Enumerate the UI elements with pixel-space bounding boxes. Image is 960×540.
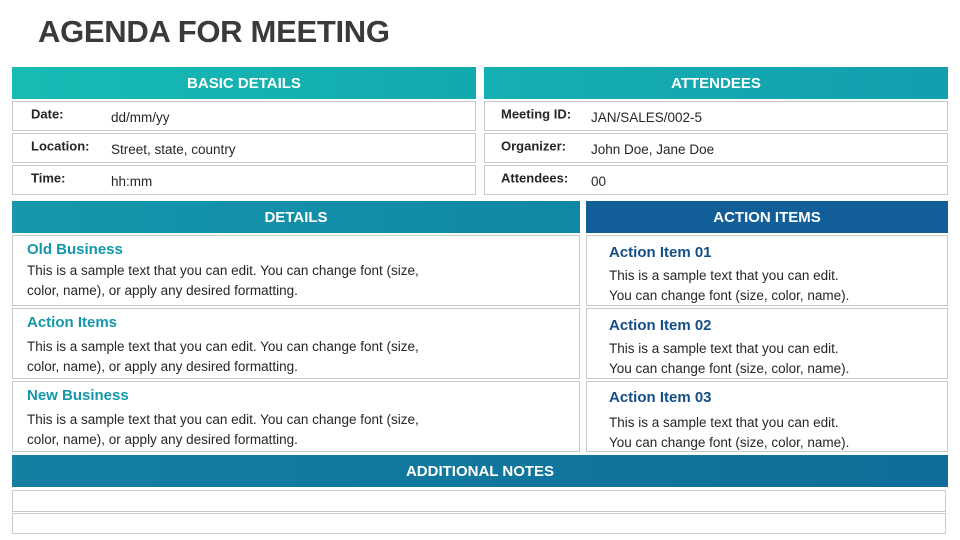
action-item-01-text[interactable] <box>609 266 939 305</box>
action-items-text[interactable]: This is a sample text that you can edit. You can change font (size, color, name), or apply any desired formatting. <box>27 339 419 374</box>
attendees-row-attendees <box>484 165 948 195</box>
meeting-id-value[interactable]: JAN/SALES/002-5 <box>591 110 703 125</box>
action-item-03-line1: This is a sample text that you can edit. <box>609 415 839 430</box>
action-item-03-title: Action Item 03 <box>609 389 712 406</box>
details-header: DETAILS <box>12 201 580 233</box>
basic-details-row-date <box>12 101 476 131</box>
action-item-01-line2: You can change font (size, color, name). <box>609 287 850 303</box>
notes-line-2[interactable] <box>12 513 946 534</box>
notes-line-1[interactable] <box>12 490 946 512</box>
attendees-header: ATTENDEES <box>484 67 948 99</box>
action-item-01-title: Action Item 01 <box>609 244 712 261</box>
details-section-old-business <box>12 235 580 306</box>
attendees-row-organizer <box>484 133 948 163</box>
time-label: Time: <box>31 170 66 186</box>
attendees-value[interactable]: 00 <box>591 174 607 189</box>
organizer-label: Organizer: <box>501 138 567 154</box>
page-title: AGENDA FOR MEETING <box>38 14 390 49</box>
action-item-02-text[interactable] <box>609 339 939 378</box>
action-items-header: ACTION ITEMS <box>586 201 948 233</box>
basic-details-row-time <box>12 165 476 195</box>
action-item-02 <box>586 308 948 379</box>
new-business-title: New Business <box>27 387 129 404</box>
details-section-new-business <box>12 381 580 452</box>
date-label: Date: <box>31 106 64 122</box>
attendees-label: Attendees: <box>501 170 569 186</box>
organizer-value[interactable]: John Doe, Jane Doe <box>591 142 715 157</box>
action-item-02-line1: This is a sample text that you can edit. <box>609 341 839 356</box>
location-value[interactable]: Street, state, country <box>111 142 236 157</box>
action-item-01-line1: This is a sample text that you can edit. <box>609 268 839 283</box>
action-item-03 <box>586 381 948 452</box>
old-business-title: Old Business <box>27 241 123 258</box>
action-items-title: Action Items <box>27 314 118 331</box>
action-item-03-line2: You can change font (size, color, name). <box>609 434 850 450</box>
basic-details-header: BASIC DETAILS <box>12 67 476 99</box>
date-value[interactable]: dd/mm/yy <box>111 110 170 125</box>
location-label: Location: <box>31 138 90 154</box>
action-item-02-line2: You can change font (size, color, name). <box>609 360 850 376</box>
old-business-text[interactable]: This is a sample text that you can edit. You can change font (size, color, name), or apply any desired formatting. <box>27 263 419 298</box>
meeting-id-label: Meeting ID: <box>501 106 572 122</box>
action-item-02-title: Action Item 02 <box>609 317 712 334</box>
action-item-03-text[interactable] <box>609 413 939 452</box>
attendees-row-meeting-id <box>484 101 948 131</box>
action-item-01 <box>586 235 948 306</box>
details-section-action-items <box>12 308 580 379</box>
time-value[interactable]: hh:mm <box>111 174 153 189</box>
new-business-text[interactable]: This is a sample text that you can edit. You can change font (size, color, name), or apply any desired formatting. <box>27 412 419 447</box>
basic-details-row-location <box>12 133 476 163</box>
additional-notes-header: ADDITIONAL NOTES <box>12 455 948 487</box>
